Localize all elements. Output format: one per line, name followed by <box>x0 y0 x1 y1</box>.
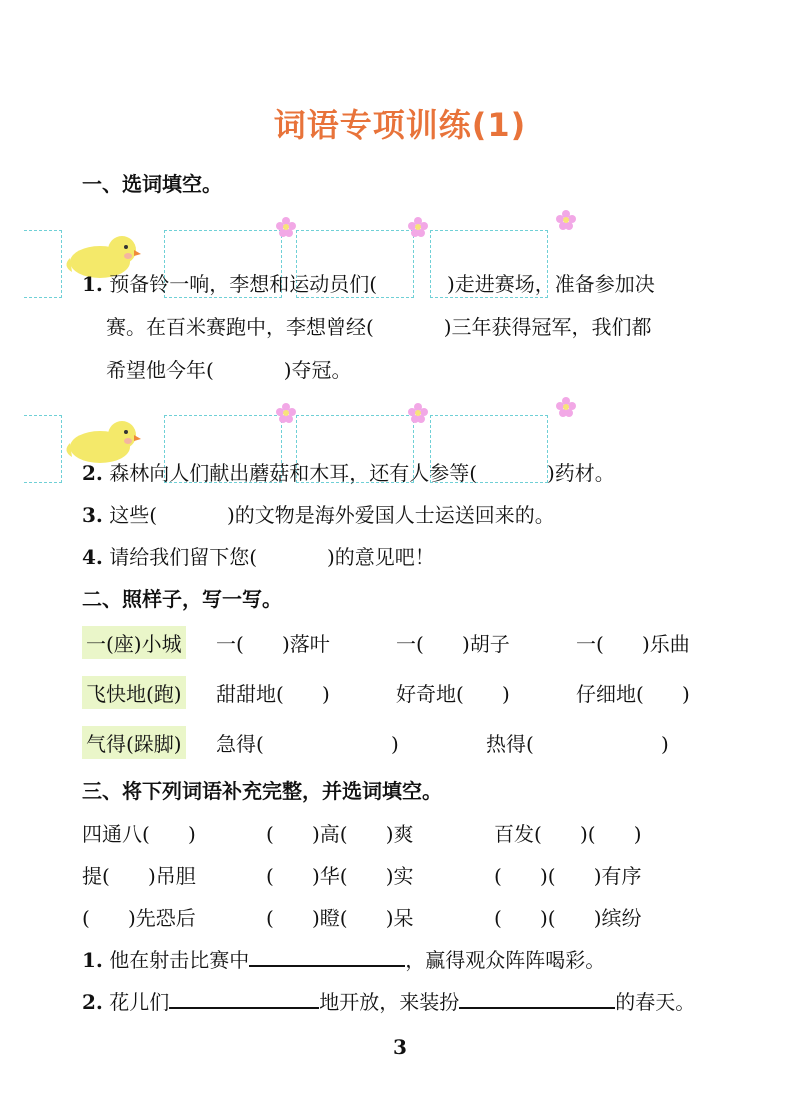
idiom-item: ( )( )有序 <box>494 864 642 888</box>
flower-icon <box>276 403 296 423</box>
word-bank-box-edge <box>24 230 62 298</box>
fill-item: 一( )乐曲 <box>576 632 690 656</box>
section3-heading: 三、将下列词语补充完整，并选词填空。 <box>82 779 442 803</box>
idiom-item: ( )先恐后 <box>82 906 196 930</box>
sample-phrase: 气得(跺脚) <box>82 726 186 759</box>
question-1-line-2: 赛。在百米赛跑中，李想曾经( )三年获得冠军，我们都 <box>106 315 652 339</box>
section1-heading: 一、选词填空。 <box>82 172 222 196</box>
idiom-item: ( )华( )实 <box>266 864 414 888</box>
flower-icon <box>408 403 428 423</box>
answer-blank[interactable] <box>169 987 319 1009</box>
page-number: 3 <box>393 1035 407 1059</box>
fill-item: 急得( ) <box>216 732 399 756</box>
flower-icon <box>556 397 576 417</box>
sample-phrase: 飞快地(跑) <box>82 676 186 709</box>
section3-question-2: 2. 花儿们 地开放，来装扮 的春天。 <box>82 986 695 1015</box>
question-1-line-1: 1. 预备铃一响，李想和运动员们( )走进赛场，准备参加决 <box>82 272 655 296</box>
flower-icon <box>276 217 296 237</box>
fill-item: 仔细地( ) <box>576 682 690 706</box>
section2-heading: 二、照样子，写一写。 <box>82 587 282 611</box>
idiom-item: ( )高( )爽 <box>266 822 414 846</box>
answer-blank[interactable] <box>459 987 615 1009</box>
fill-item: 热得( ) <box>486 732 669 756</box>
question-4: 4. 请给我们留下您( )的意见吧！ <box>82 545 435 569</box>
fill-item: 甜甜地( ) <box>216 682 330 706</box>
sample-phrase: 一(座)小城 <box>82 626 186 659</box>
flower-icon <box>556 210 576 230</box>
question-2: 2. 森林向人们献出蘑菇和木耳，还有人参等( )药材。 <box>82 461 615 485</box>
fill-item: 一( )落叶 <box>216 632 330 656</box>
section3-question-1: 1. 他在射击比赛中 ，赢得观众阵阵喝彩。 <box>82 944 605 973</box>
idiom-item: 提( )吊胆 <box>82 864 196 888</box>
idiom-item: ( )瞪( )呆 <box>266 906 414 930</box>
word-bank-box-edge <box>24 415 62 483</box>
page-title: 词语专项训练(1) <box>273 106 527 144</box>
fill-item: 好奇地( ) <box>396 682 510 706</box>
idiom-item: 四通八( ) <box>82 822 196 846</box>
question-3: 3. 这些( )的文物是海外爱国人士运送回来的。 <box>82 503 555 527</box>
idiom-item: 百发( )( ) <box>494 822 642 846</box>
idiom-item: ( )( )缤纷 <box>494 906 642 930</box>
question-1-line-3: 希望他今年( )夺冠。 <box>106 358 352 382</box>
flower-icon <box>408 217 428 237</box>
fill-item: 一( )胡子 <box>396 632 510 656</box>
answer-blank[interactable] <box>249 945 405 967</box>
